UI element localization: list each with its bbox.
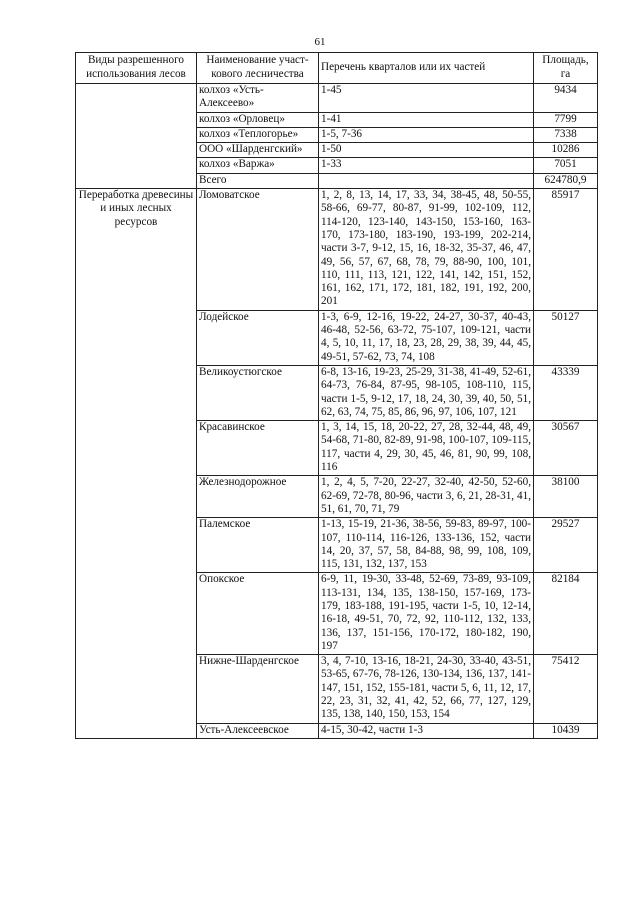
forest-use-table [75,52,598,739]
area-value: 43339 [534,365,598,420]
area-value: 85917 [534,189,598,311]
use-type-cell-empty [76,84,197,189]
header-use-type: Виды разрешенного использования лесов [76,53,197,84]
quarters-list: 1, 3, 14, 15, 18, 20-22, 27, 28, 32-44, 48, 49, 54-68, 71-80, 82-89, 91-98, 100-107, 109-115, 117, части 4, 29, 30, 45, 46, 81, 90, 99, 108, 116 [319,421,534,476]
total-area: 624780,9 [534,173,598,188]
area-value: 29527 [534,518,598,573]
quarters-list: 1-50 [319,143,534,158]
quarters-list: 4-15, 30-42, части 1-3 [319,723,534,738]
area-value: 10286 [534,143,598,158]
area-value: 30567 [534,421,598,476]
total-label: Всего [197,173,319,188]
forestry-name: Ломоватское [197,189,319,311]
area-value: 82184 [534,573,598,655]
header-area: Площадь, га [534,53,598,84]
quarters-list: 1, 2, 8, 13, 14, 17, 33, 34, 38-45, 48, 50-55, 58-66, 69-77, 80-87, 91-99, 102-109, 112, 114-120, 123-140, 143-150, 153-160, 163-170, 173-180, 183-190, 193-199, 202-214, части 3-7, 9-12, 15, 16, 18-32, 35-37, 46, 47, 49, 56, 57, 67, 68, 78, 79, 88-90, 100, 101, 110, 111, 113, 121, 122, 141, 142, 151, 152, 161, 162, 171, 172, 181, 182, 191, 192, 200, 201 [319,189,534,311]
forestry-name: ООО «Шарденгский» [197,143,319,158]
forestry-name: Лодейское [197,310,319,365]
quarters-list: 1-5, 7-36 [319,127,534,142]
forestry-name: Железнодорожное [197,476,319,518]
forestry-name: Великоустюгское [197,365,319,420]
forestry-name: колхоз «Варжа» [197,158,319,173]
use-type-label: Переработка древесины и иных лесных ресурсов [76,189,197,739]
page-number: 61 [314,36,326,48]
area-value: 7799 [534,112,598,127]
table-row [76,84,598,113]
quarters-list: 1-45 [319,84,534,113]
quarters-list: 1-3, 6-9, 12-16, 19-22, 24-27, 30-37, 40-43, 46-48, 52-56, 63-72, 75-107, 109-121, части 4, 5, 10, 11, 17, 18, 23, 28, 29, 38, 39, 44, 45, 49-51, 57-62, 73, 74, 108 [319,310,534,365]
quarters-list: 6-8, 13-16, 19-23, 25-29, 31-38, 41-49, 52-61, 64-73, 76-84, 87-95, 98-105, 108-110, 115, части 1-5, 9-12, 17, 18, 24, 30, 39, 40, 50, 51, 62, 63, 74, 75, 85, 86, 96, 97, 106, 107, 121 [319,365,534,420]
area-value: 7051 [534,158,598,173]
area-value: 75412 [534,655,598,723]
area-value: 9434 [534,84,598,113]
quarters-list: 1-13, 15-19, 21-36, 38-56, 59-83, 89-97, 100-107, 110-114, 116-126, 133-136, 152, части 14, 20, 37, 57, 58, 84-88, 98, 99, 108, 109, 115, 131, 132, 137, 153 [319,518,534,573]
table-header-row [76,53,598,84]
quarters-list: 1-33 [319,158,534,173]
total-quarters-empty [319,173,534,188]
quarters-list: 1, 2, 4, 5, 7-20, 22-27, 32-40, 42-50, 52-60, 62-69, 72-78, 80-96, части 3, 6, 21, 28-31, 41, 51, 61, 70, 71, 79 [319,476,534,518]
forestry-name: Палемское [197,518,319,573]
area-value: 50127 [534,310,598,365]
table-row [76,189,598,311]
area-value: 38100 [534,476,598,518]
forestry-name: колхоз «Усть-Алексеево» [197,84,319,113]
area-value: 7338 [534,127,598,142]
header-forestry-name: Наименование участ- кового лесничества [197,53,319,84]
forestry-name: колхоз «Теплогорье» [197,127,319,142]
quarters-list: 3, 4, 7-10, 13-16, 18-21, 24-30, 33-40, 43-51, 53-65, 67-76, 78-126, 130-134, 136, 137, 141-147, 151, 152, 155-181, части 5, 6, 11, 12, 17, 22, 23, 31, 32, 41, 42, 52, 66, 77, 127, 129, 135, 138, 140, 150, 153, 154 [319,655,534,723]
forestry-name: Опокское [197,573,319,655]
forestry-name: колхоз «Орловец» [197,112,319,127]
forestry-name: Усть-Алексеевское [197,723,319,738]
quarters-list: 6-9, 11, 19-30, 33-48, 52-69, 73-89, 93-109, 113-131, 134, 135, 138-150, 157-169, 173-179, 183-188, 191-195, части 1-5, 10, 12-14, 16-18, 49-51, 70, 72, 92, 110-112, 132, 133, 136, 137, 151-156, 170-172, 180-182, 190, 197 [319,573,534,655]
area-value: 10439 [534,723,598,738]
forestry-name: Нижне-Шарденгское [197,655,319,723]
quarters-list: 1-41 [319,112,534,127]
header-quarters: Перечень кварталов или их частей [319,53,534,84]
forestry-name: Красавинское [197,421,319,476]
